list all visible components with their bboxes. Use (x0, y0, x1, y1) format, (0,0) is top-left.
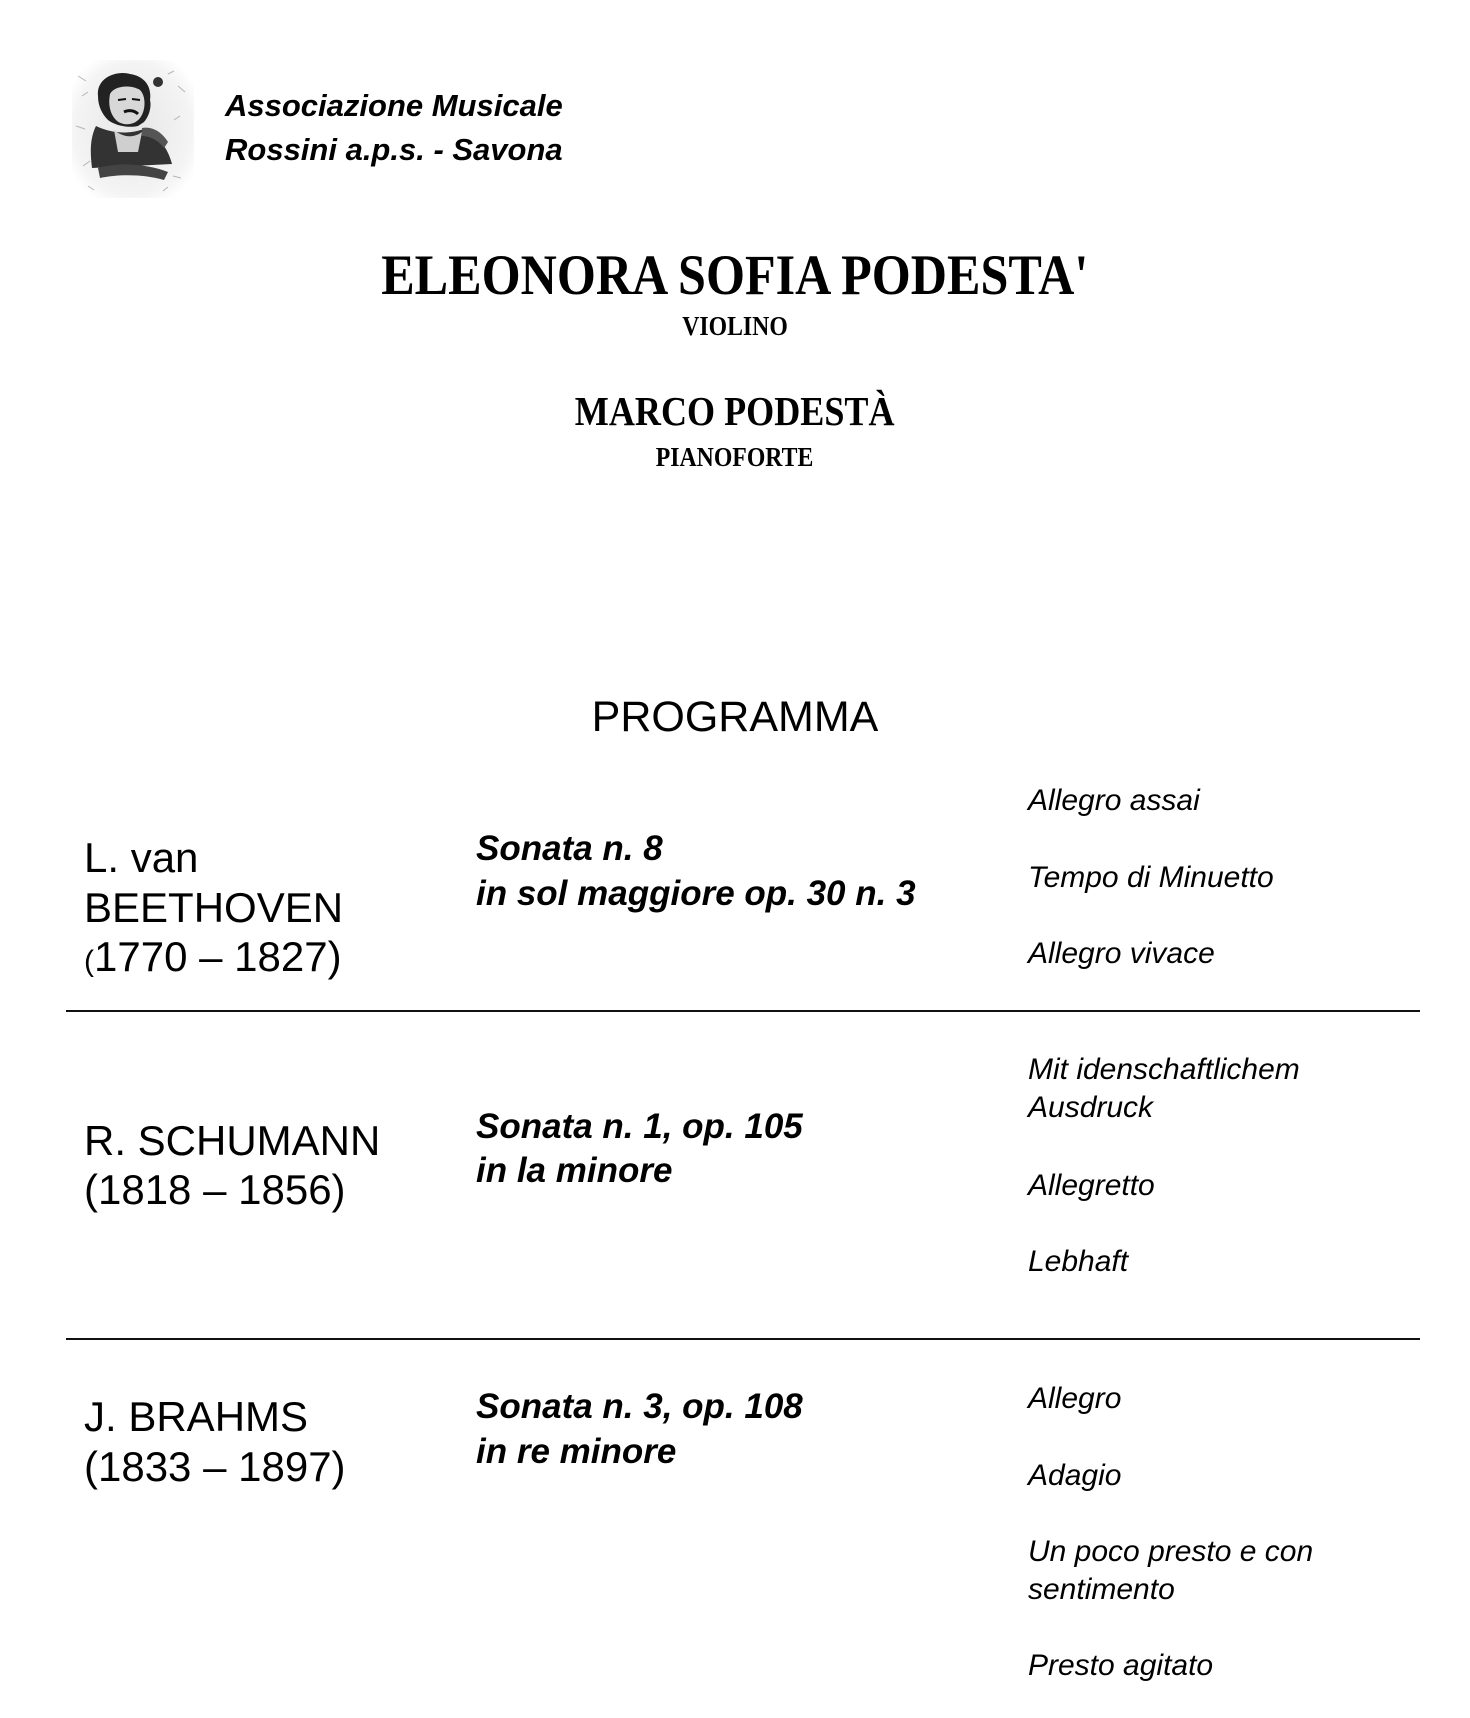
movement: Presto agitato (1028, 1649, 1214, 1682)
composer-name-line2: BEETHOVEN (84, 884, 344, 931)
work-title-line2: in la minore (476, 1151, 673, 1190)
performer-1-name-text: ELEONORA SOFIA PODESTA' (381, 244, 1089, 307)
performer-1-instrument-text: VIOLINO (682, 311, 788, 341)
composer-dates-paren: ( (84, 945, 94, 978)
composer-dates-text: 1770 – 1827) (94, 933, 342, 980)
program-heading: PROGRAMMA (591, 693, 879, 741)
portrait-engraving-icon (68, 56, 198, 202)
work-title-line1: Sonata n. 3, op. 108 (476, 1387, 803, 1426)
association-logo (68, 56, 198, 202)
movement: Lebhaft (1028, 1245, 1129, 1278)
composer-name-line1: R. SCHUMANN (84, 1117, 381, 1164)
movement: Allegro (1028, 1382, 1122, 1415)
section-divider (66, 1010, 1420, 1012)
performer-2-instrument-text: PIANOFORTE (656, 442, 814, 472)
movement: Adagio (1028, 1459, 1122, 1492)
performer-1-name (0, 244, 1470, 308)
movement: sentimento (1028, 1573, 1175, 1606)
composer-dates (84, 932, 342, 987)
composer-dates: (1833 – 1897) (84, 1443, 346, 1490)
composer-name-line1: J. BRAHMS (84, 1393, 309, 1440)
work-title-line2: in re minore (476, 1432, 677, 1471)
movement: Ausdruck (1028, 1091, 1154, 1124)
movement: Tempo di Minuetto (1028, 861, 1274, 894)
movement: Allegro assai (1028, 784, 1200, 817)
composer-dates: (1818 – 1856) (84, 1166, 346, 1213)
movement: Allegro vivace (1028, 937, 1215, 970)
movement: Mit idenschaftlichem (1028, 1053, 1300, 1086)
composer-name-line1: L. van (84, 834, 199, 881)
work-title-line2: in sol maggiore op. 30 n. 3 (476, 874, 916, 913)
section-divider (66, 1338, 1420, 1340)
work-title-line1: Sonata n. 1, op. 105 (476, 1107, 803, 1146)
performer-2-instrument (0, 441, 1470, 473)
movement: Allegretto (1028, 1169, 1155, 1202)
association-name-line1: Associazione Musicale (225, 88, 563, 123)
association-name-line2: Rossini a.p.s. - Savona (225, 132, 563, 167)
performer-2-name-text: MARCO PODESTÀ (575, 388, 895, 434)
performer-1-instrument (0, 310, 1470, 342)
movement: Un poco presto e con (1028, 1535, 1314, 1568)
performer-2-name (0, 387, 1470, 435)
work-title-line1: Sonata n. 8 (476, 829, 663, 868)
